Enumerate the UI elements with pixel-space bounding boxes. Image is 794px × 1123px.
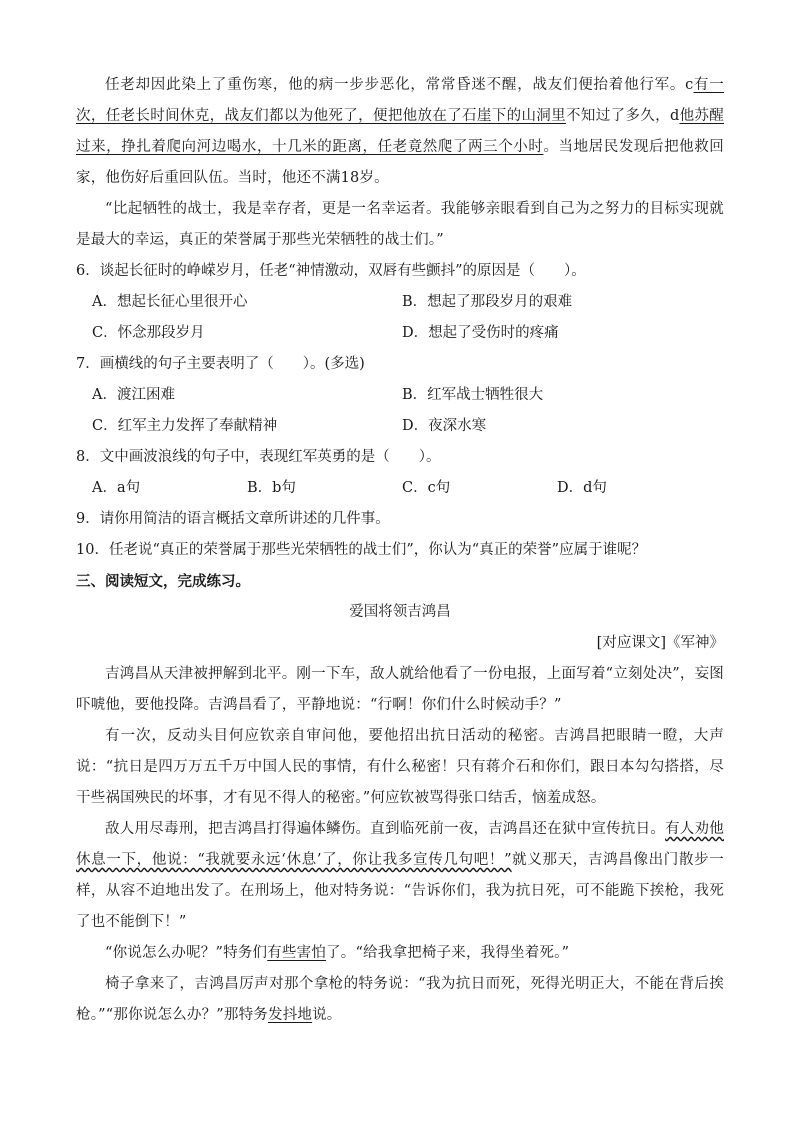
underlined-phrase: 有些害怕	[267, 945, 327, 961]
underlined-sentence: 他苏醒过来，挣扎着爬向河边喝水，十几米的距离，任老竟然爬了两三个小时	[76, 108, 724, 155]
text-span: 了。“给我拿把椅子来，我得坐着死。”	[326, 945, 570, 961]
question-8-options	[76, 473, 724, 504]
underlined-sentence: 有一次，任老长时间休克，战友们都以为他死了，便把他放在了石崖下的山洞里	[76, 77, 725, 124]
option-c: C．怀念那段岁月	[92, 325, 205, 341]
question-7: 7．画横线的句子主要表明了（ ）。(多选)	[76, 356, 365, 372]
section-3-heading: 三、阅读短文，完成练习。	[76, 573, 250, 590]
document-page	[76, 70, 724, 1031]
question-6-options-row-2	[76, 318, 724, 349]
option-c: C．c句	[402, 480, 451, 496]
sentence-c-lead: 任老却因此染上了重伤寒，他的病一步步恶化，常常昏迷不醒，战友们便抬着他行军。c	[105, 77, 694, 93]
passage1-paragraph-2: “比起牺牲的战士，我是幸存者，更是一名幸运者。我能够亲眼看到自己为之努力的目标实现就是最大的幸运，真正的荣誉属于那些光荣牺牲的战士们。”	[76, 201, 724, 248]
wavy-underlined-sentence: 有人劝他休息一下，他说：“我就要永远‘休息’了，你让我多宣传几句吧！”	[76, 821, 724, 868]
option-b: B．红军战士牺牲很大	[402, 387, 544, 403]
question-10: 10．任老说“真正的荣誉属于那些光荣牺牲的战士们”，你认为“真正的荣誉”应属于谁呢？	[76, 542, 647, 558]
text-span: 敌人用尽毒刑，把吉鸿昌打得遍体鳞伤。直到临死前一夜，吉鸿昌还在狱中宣传抗日。	[105, 821, 666, 837]
option-c: C．红军主力发挥了奉献精神	[92, 418, 278, 434]
option-a: A．a句	[92, 480, 141, 496]
article-paragraph-4	[76, 938, 724, 969]
sentence-tail: 。当地居民发现后把他救回家，他伤好后重回队伍。当时，他还不满18岁。	[76, 139, 724, 186]
question-9: 9．请你用简洁的语言概括文章所讲述的几件事。	[76, 511, 390, 527]
option-a: A．想起长征心里很开心	[92, 294, 248, 310]
article-paragraph-3	[76, 814, 724, 938]
option-b: B．b句	[247, 480, 296, 496]
text-span: 椅子拿来了，吉鸿昌厉声对那个拿枪的特务说：“我为抗日而死，死得光明正大，不能在背后挨枪。”“那你说怎么办？”那特务	[76, 976, 724, 1023]
text-span: 说。	[312, 1007, 342, 1023]
article-paragraph-2: 有一次，反动头目何应钦亲自审问他，要他招出抗日活动的秘密。吉鸿昌把眼睛一瞪，大声说：“抗日是四万万五千万中国人民的事情，有什么秘密！只有蒋介石和你们，跟日本勾勾搭搭，尽干些祸国殃民的坏事，才有见不得人的秘密。”何应钦被骂得张口结舌，恼羞成怒。	[76, 728, 724, 806]
underlined-phrase: 发抖地	[268, 1007, 313, 1023]
sentence-d-lead: 不知过了多久，d	[566, 108, 680, 124]
option-a: A．渡江困难	[92, 387, 175, 403]
article-paragraph-5	[76, 969, 724, 1031]
question-6-options-row-1	[76, 287, 724, 318]
question-7-options-row-1	[76, 380, 724, 411]
option-b: B．想起了那段岁月的艰难	[402, 294, 573, 310]
article-source: [对应课文]《军神》	[596, 635, 724, 651]
text-span: 就义那天，吉鸿昌像出门散步一样，从容不迫地出发了。在刑场上，他对特务说：“告诉你们，我为抗日死，可不能跪下挨枪，我死了也不能倒下！”	[76, 852, 724, 930]
option-d: D．想起了受伤时的疼痛	[402, 325, 559, 341]
option-d: D．夜深水寒	[402, 418, 487, 434]
question-6: 6．谈起长征时的峥嵘岁月，任老“神情激动，双唇有些颤抖”的原因是（ ）。	[76, 263, 586, 279]
question-8: 8．文中画波浪线的句子中，表现红军英勇的是（ ）。	[76, 449, 441, 465]
passage1-paragraph-1	[76, 70, 724, 194]
article-paragraph-1: 吉鸿昌从天津被押解到北平。刚一下车，敌人就给他看了一份电报，上面写着“立刻处决”，妄图吓唬他，要他投降。吉鸿昌看了，平静地说：“行啊！你们什么时候动手？”	[76, 666, 724, 713]
article-title: 爱国将领吉鸿昌	[349, 604, 451, 620]
question-7-options-row-2	[76, 411, 724, 442]
option-d: D．d句	[557, 480, 607, 496]
text-span: “你说怎么办呢？”特务们	[105, 945, 268, 961]
